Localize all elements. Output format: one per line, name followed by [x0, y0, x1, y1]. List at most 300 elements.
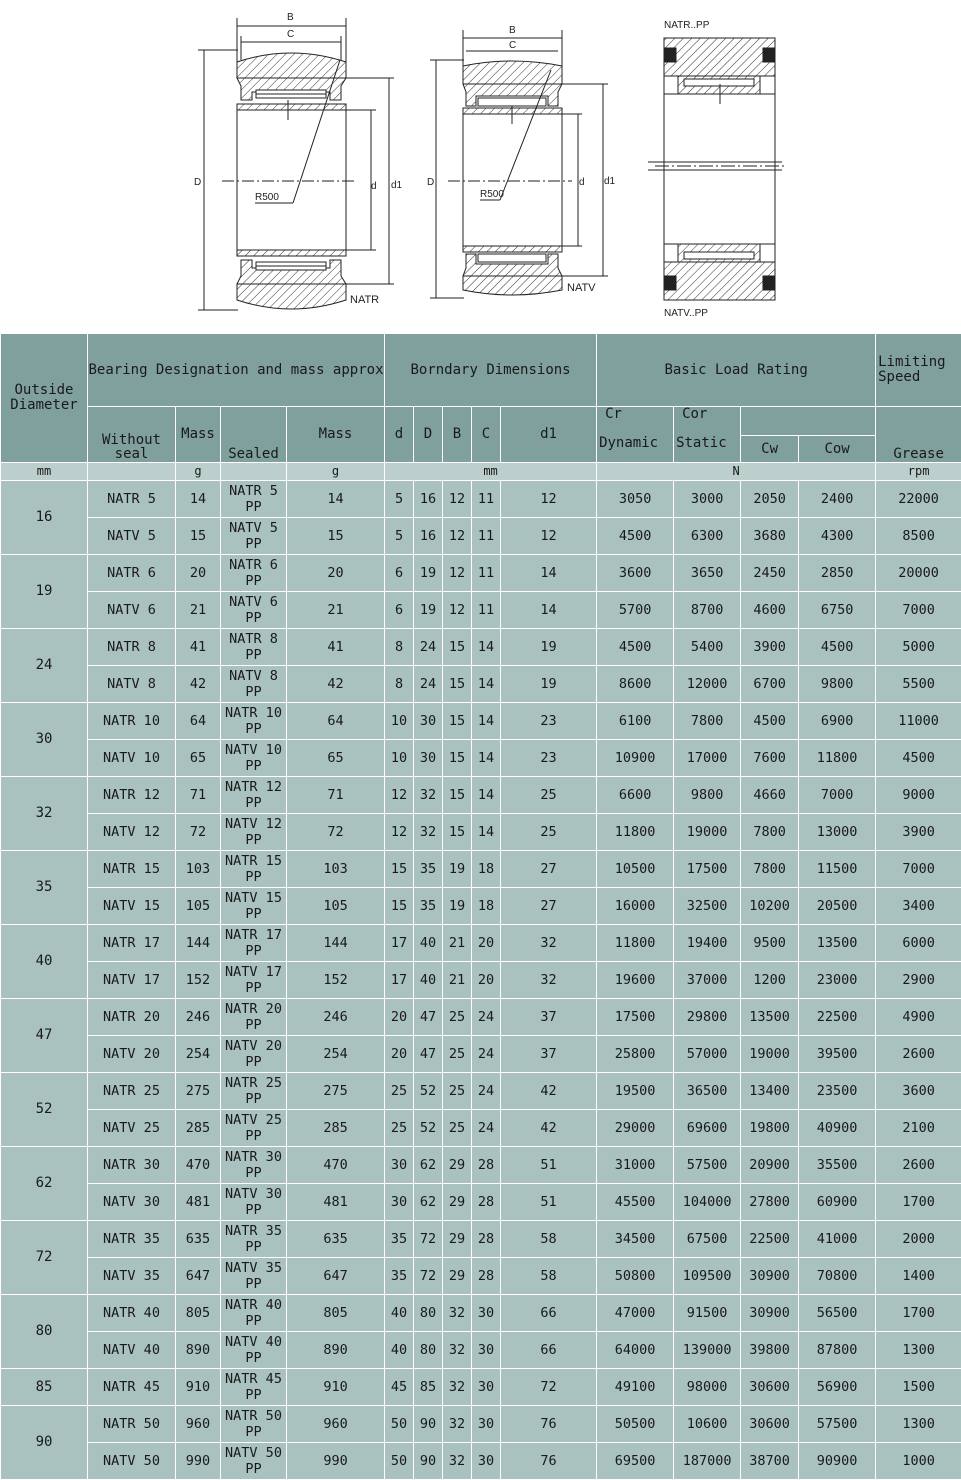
cell-cr-dynamic: 50800	[597, 1258, 674, 1295]
cell-cw: 4500	[741, 703, 799, 740]
cell-D: 16	[414, 518, 443, 555]
table-row	[1, 814, 961, 851]
cell-cr-dynamic: 6600	[597, 777, 674, 814]
cell-C: 30	[472, 1443, 501, 1480]
cell-cor-static: 3000	[674, 481, 741, 518]
table-row	[1, 518, 961, 555]
cell-cow: 35500	[799, 1147, 876, 1184]
cell-sealed-mass: 20	[287, 555, 385, 592]
cell-mass: 152	[176, 962, 221, 999]
cell-d: 25	[385, 1073, 414, 1110]
cell-cow: 56500	[799, 1295, 876, 1332]
cell-speed: 1700	[876, 1184, 961, 1221]
cell-mass: 71	[176, 777, 221, 814]
cell-cr-dynamic: 10500	[597, 851, 674, 888]
cell-designation: NATV 12	[88, 814, 176, 851]
cell-outside-diameter: 35	[1, 851, 88, 925]
cell-d1: 19	[501, 629, 597, 666]
cell-cr-dynamic: 11800	[597, 925, 674, 962]
cell-cw: 39800	[741, 1332, 799, 1369]
cell-designation: NATR 17	[88, 925, 176, 962]
cell-mass: 990	[176, 1443, 221, 1480]
cell-B: 15	[443, 777, 472, 814]
cell-cow: 40900	[799, 1110, 876, 1147]
cell-mass: 20	[176, 555, 221, 592]
cell-C: 11	[472, 481, 501, 518]
cell-d: 15	[385, 888, 414, 925]
cell-d1: 23	[501, 740, 597, 777]
cell-cw: 2050	[741, 481, 799, 518]
table-row	[1, 1036, 961, 1073]
cell-cr-dynamic: 64000	[597, 1332, 674, 1369]
cell-d: 6	[385, 555, 414, 592]
cell-cr-dynamic: 17500	[597, 999, 674, 1036]
cell-outside-diameter: 24	[1, 629, 88, 703]
cell-speed: 2600	[876, 1036, 961, 1073]
cell-outside-diameter: 32	[1, 777, 88, 851]
cell-d: 30	[385, 1147, 414, 1184]
natr-label-radius: R500	[255, 192, 279, 203]
cell-cor-static: 5400	[674, 629, 741, 666]
cell-sealed-designation: NATR 12 PP	[221, 777, 287, 814]
cell-cw: 20900	[741, 1147, 799, 1184]
natv-label-name: NATV	[567, 282, 596, 294]
cell-cow: 57500	[799, 1406, 876, 1443]
cell-cow: 90900	[799, 1443, 876, 1480]
cell-cw: 1200	[741, 962, 799, 999]
cell-cor-static: 91500	[674, 1295, 741, 1332]
cell-D: 85	[414, 1369, 443, 1406]
cell-D: 30	[414, 703, 443, 740]
cell-d1: 25	[501, 814, 597, 851]
cell-speed: 2900	[876, 962, 961, 999]
cell-outside-diameter: 80	[1, 1295, 88, 1369]
cell-d: 45	[385, 1369, 414, 1406]
cell-C: 20	[472, 925, 501, 962]
cell-sealed-designation: NATV 20 PP	[221, 1036, 287, 1073]
sealed-drawing	[648, 38, 785, 300]
natv-label-d: d	[579, 177, 585, 188]
cell-cr-dynamic: 3600	[597, 555, 674, 592]
cell-sealed-designation: NATV 15 PP	[221, 888, 287, 925]
cell-d: 20	[385, 1036, 414, 1073]
cell-d: 40	[385, 1332, 414, 1369]
cell-mass: 65	[176, 740, 221, 777]
cell-cow: 41000	[799, 1221, 876, 1258]
cell-sealed-designation: NATV 10 PP	[221, 740, 287, 777]
cell-D: 80	[414, 1332, 443, 1369]
cell-sealed-mass: 481	[287, 1184, 385, 1221]
cell-cr-dynamic: 5700	[597, 592, 674, 629]
cell-d1: 42	[501, 1073, 597, 1110]
cell-C: 24	[472, 1073, 501, 1110]
cell-sealed-designation: NATR 17 PP	[221, 925, 287, 962]
table-row	[1, 1332, 961, 1369]
cell-cw: 30600	[741, 1369, 799, 1406]
cell-d: 25	[385, 1110, 414, 1147]
cell-designation: NATV 17	[88, 962, 176, 999]
cell-designation: NATV 8	[88, 666, 176, 703]
cell-D: 32	[414, 814, 443, 851]
table-row	[1, 666, 961, 703]
cell-D: 47	[414, 999, 443, 1036]
cell-sealed-mass: 990	[287, 1443, 385, 1480]
cell-cw: 30900	[741, 1258, 799, 1295]
cell-speed: 1500	[876, 1369, 961, 1406]
cell-sealed-designation: NATR 35 PP	[221, 1221, 287, 1258]
cell-cw: 3900	[741, 629, 799, 666]
cell-cr-dynamic: 19600	[597, 962, 674, 999]
cell-sealed-designation: NATV 50 PP	[221, 1443, 287, 1480]
cell-cow: 2400	[799, 481, 876, 518]
cell-cow: 4500	[799, 629, 876, 666]
cell-d: 12	[385, 814, 414, 851]
cell-D: 72	[414, 1258, 443, 1295]
cell-d1: 23	[501, 703, 597, 740]
cell-D: 90	[414, 1443, 443, 1480]
cell-sealed-mass: 64	[287, 703, 385, 740]
cell-cr-dynamic: 6100	[597, 703, 674, 740]
cell-D: 90	[414, 1406, 443, 1443]
cell-designation: NATV 5	[88, 518, 176, 555]
cell-B: 29	[443, 1221, 472, 1258]
cell-d: 10	[385, 740, 414, 777]
natr-label-D: D	[194, 177, 202, 188]
cell-cw: 13500	[741, 999, 799, 1036]
cell-B: 21	[443, 925, 472, 962]
cell-sealed-mass: 635	[287, 1221, 385, 1258]
cell-mass: 275	[176, 1073, 221, 1110]
cell-d: 35	[385, 1258, 414, 1295]
cell-cor-static: 109500	[674, 1258, 741, 1295]
cell-sealed-mass: 910	[287, 1369, 385, 1406]
cell-D: 16	[414, 481, 443, 518]
header-cr	[597, 407, 674, 463]
cell-d1: 19	[501, 666, 597, 703]
cell-outside-diameter: 90	[1, 1406, 88, 1480]
cell-d1: 51	[501, 1147, 597, 1184]
cell-cow: 23000	[799, 962, 876, 999]
cell-B: 15	[443, 629, 472, 666]
table-row	[1, 777, 961, 814]
cell-cr-dynamic: 16000	[597, 888, 674, 925]
cell-C: 28	[472, 1184, 501, 1221]
cell-B: 21	[443, 962, 472, 999]
cell-sealed-designation: NATR 15 PP	[221, 851, 287, 888]
cell-speed: 1000	[876, 1443, 961, 1480]
cell-C: 14	[472, 629, 501, 666]
natr-drawing	[198, 18, 394, 310]
cell-cor-static: 57500	[674, 1147, 741, 1184]
cell-C: 11	[472, 518, 501, 555]
cell-d1: 37	[501, 1036, 597, 1073]
cell-B: 15	[443, 814, 472, 851]
cell-B: 19	[443, 888, 472, 925]
cell-d: 50	[385, 1443, 414, 1480]
cell-speed: 5000	[876, 629, 961, 666]
cell-speed: 8500	[876, 518, 961, 555]
cell-cw: 4660	[741, 777, 799, 814]
header-cr-label: Cr	[605, 406, 622, 422]
unit-dims: mm	[385, 463, 597, 481]
cell-B: 29	[443, 1258, 472, 1295]
cell-mass: 64	[176, 703, 221, 740]
cell-cow: 9800	[799, 666, 876, 703]
cell-cw: 6700	[741, 666, 799, 703]
cell-cow: 39500	[799, 1036, 876, 1073]
unit-od: mm	[1, 463, 88, 481]
header-sealed: Sealed	[221, 407, 287, 463]
cell-d1: 12	[501, 518, 597, 555]
cell-D: 30	[414, 740, 443, 777]
cell-cw: 19000	[741, 1036, 799, 1073]
cell-mass: 41	[176, 629, 221, 666]
cell-speed: 22000	[876, 481, 961, 518]
natv-drawing	[430, 30, 608, 298]
cell-speed: 1700	[876, 1295, 961, 1332]
cell-B: 15	[443, 740, 472, 777]
table-row	[1, 1406, 961, 1443]
cell-D: 72	[414, 1221, 443, 1258]
cell-designation: NATV 40	[88, 1332, 176, 1369]
cell-cw: 27800	[741, 1184, 799, 1221]
header-limiting-speed: Limiting Speed	[876, 334, 961, 407]
cell-speed: 3600	[876, 1073, 961, 1110]
cell-mass: 72	[176, 814, 221, 851]
cell-B: 29	[443, 1184, 472, 1221]
cell-speed: 2600	[876, 1147, 961, 1184]
cell-d1: 12	[501, 481, 597, 518]
cell-B: 12	[443, 518, 472, 555]
header-without-seal: Without seal	[88, 407, 176, 463]
cell-d1: 27	[501, 888, 597, 925]
cell-sealed-designation: NATR 50 PP	[221, 1406, 287, 1443]
unit-speed: rpm	[876, 463, 961, 481]
cell-cow: 2850	[799, 555, 876, 592]
cell-designation: NATV 6	[88, 592, 176, 629]
cell-cr-dynamic: 4500	[597, 518, 674, 555]
cell-speed: 7000	[876, 592, 961, 629]
cell-cw: 9500	[741, 925, 799, 962]
cell-B: 15	[443, 666, 472, 703]
cell-D: 35	[414, 888, 443, 925]
cell-d1: 37	[501, 999, 597, 1036]
cell-D: 62	[414, 1147, 443, 1184]
header-cow: Cow	[799, 436, 876, 463]
cell-D: 40	[414, 962, 443, 999]
cell-cor-static: 29800	[674, 999, 741, 1036]
cell-D: 62	[414, 1184, 443, 1221]
cell-cr-dynamic: 69500	[597, 1443, 674, 1480]
cell-C: 24	[472, 1110, 501, 1147]
cell-mass: 470	[176, 1147, 221, 1184]
cell-mass: 805	[176, 1295, 221, 1332]
cell-outside-diameter: 40	[1, 925, 88, 999]
cell-designation: NATV 35	[88, 1258, 176, 1295]
cell-B: 29	[443, 1147, 472, 1184]
header-d1: d1	[501, 407, 597, 463]
cell-cow: 13500	[799, 925, 876, 962]
cell-outside-diameter: 47	[1, 999, 88, 1073]
cell-mass: 15	[176, 518, 221, 555]
cell-sealed-mass: 254	[287, 1036, 385, 1073]
cell-cor-static: 3650	[674, 555, 741, 592]
cell-mass: 254	[176, 1036, 221, 1073]
cell-sealed-designation: NATV 30 PP	[221, 1184, 287, 1221]
cell-D: 24	[414, 629, 443, 666]
unit-blank-1	[88, 463, 176, 481]
header-designation: Bearing Designation and mass approx	[88, 334, 385, 407]
cell-D: 47	[414, 1036, 443, 1073]
natv-label-B: B	[509, 25, 516, 36]
cell-cw: 7600	[741, 740, 799, 777]
cell-d1: 14	[501, 592, 597, 629]
cell-d1: 72	[501, 1369, 597, 1406]
cell-B: 25	[443, 1036, 472, 1073]
cell-B: 15	[443, 703, 472, 740]
cell-cw: 30900	[741, 1295, 799, 1332]
cell-d: 10	[385, 703, 414, 740]
cell-cr-dynamic: 49100	[597, 1369, 674, 1406]
cell-sealed-mass: 41	[287, 629, 385, 666]
cell-speed: 1300	[876, 1406, 961, 1443]
cell-cr-dynamic: 25800	[597, 1036, 674, 1073]
cell-C: 14	[472, 777, 501, 814]
cell-cw: 19800	[741, 1110, 799, 1147]
cell-cor-static: 57000	[674, 1036, 741, 1073]
cell-designation: NATR 25	[88, 1073, 176, 1110]
cell-B: 19	[443, 851, 472, 888]
cell-sealed-designation: NATR 5 PP	[221, 481, 287, 518]
cell-speed: 11000	[876, 703, 961, 740]
cell-cr-dynamic: 45500	[597, 1184, 674, 1221]
cell-D: 24	[414, 666, 443, 703]
cell-cow: 11500	[799, 851, 876, 888]
cell-cow: 23500	[799, 1073, 876, 1110]
cell-outside-diameter: 52	[1, 1073, 88, 1147]
cell-d1: 58	[501, 1258, 597, 1295]
table-row	[1, 962, 961, 999]
cell-d: 6	[385, 592, 414, 629]
cell-cor-static: 9800	[674, 777, 741, 814]
cell-sealed-designation: NATR 20 PP	[221, 999, 287, 1036]
cell-outside-diameter: 16	[1, 481, 88, 555]
cell-B: 25	[443, 1110, 472, 1147]
cell-d1: 51	[501, 1184, 597, 1221]
cell-B: 25	[443, 999, 472, 1036]
cell-cor-static: 36500	[674, 1073, 741, 1110]
cell-d: 35	[385, 1221, 414, 1258]
table-row	[1, 888, 961, 925]
cell-sealed-designation: NATV 40 PP	[221, 1332, 287, 1369]
cell-sealed-mass: 805	[287, 1295, 385, 1332]
cell-cr-dynamic: 50500	[597, 1406, 674, 1443]
cell-outside-diameter: 19	[1, 555, 88, 629]
natr-label-B: B	[287, 12, 294, 23]
sealed-bottom-label: NATV..PP	[664, 308, 708, 319]
cell-d1: 42	[501, 1110, 597, 1147]
cell-sealed-designation: NATR 8 PP	[221, 629, 287, 666]
cell-C: 30	[472, 1295, 501, 1332]
cell-sealed-designation: NATR 40 PP	[221, 1295, 287, 1332]
cell-C: 24	[472, 1036, 501, 1073]
natv-label-radius: R500	[480, 189, 504, 200]
cell-d1: 58	[501, 1221, 597, 1258]
cell-sealed-mass: 21	[287, 592, 385, 629]
cell-cor-static: 7800	[674, 703, 741, 740]
cell-designation: NATV 15	[88, 888, 176, 925]
cell-designation: NATR 45	[88, 1369, 176, 1406]
cell-d1: 66	[501, 1332, 597, 1369]
cell-cow: 13000	[799, 814, 876, 851]
table-row	[1, 925, 961, 962]
cell-B: 32	[443, 1295, 472, 1332]
cell-sealed-mass: 246	[287, 999, 385, 1036]
cell-D: 32	[414, 777, 443, 814]
cell-d: 8	[385, 629, 414, 666]
header-mass-1: Mass	[176, 407, 221, 463]
cell-designation: NATV 20	[88, 1036, 176, 1073]
cell-C: 30	[472, 1369, 501, 1406]
cell-speed: 1300	[876, 1332, 961, 1369]
cell-speed: 9000	[876, 777, 961, 814]
cell-cow: 20500	[799, 888, 876, 925]
cell-d: 5	[385, 518, 414, 555]
cell-sealed-mass: 71	[287, 777, 385, 814]
cell-d: 5	[385, 481, 414, 518]
cell-D: 35	[414, 851, 443, 888]
cell-sealed-designation: NATV 5 PP	[221, 518, 287, 555]
cell-C: 30	[472, 1332, 501, 1369]
cell-d1: 32	[501, 962, 597, 999]
cell-C: 14	[472, 666, 501, 703]
cell-B: 32	[443, 1443, 472, 1480]
cell-C: 18	[472, 888, 501, 925]
header-cw-cow-spacer	[741, 407, 876, 436]
cell-sealed-mass: 890	[287, 1332, 385, 1369]
cell-mass: 890	[176, 1332, 221, 1369]
cell-cr-dynamic: 19500	[597, 1073, 674, 1110]
table-row	[1, 1369, 961, 1406]
cell-designation: NATR 50	[88, 1406, 176, 1443]
cell-cor-static: 187000	[674, 1443, 741, 1480]
cell-cor-static: 67500	[674, 1221, 741, 1258]
cell-d1: 14	[501, 555, 597, 592]
cell-cw: 38700	[741, 1443, 799, 1480]
cell-mass: 103	[176, 851, 221, 888]
cell-sealed-designation: NATV 12 PP	[221, 814, 287, 851]
header-outside-diameter: Outside Diameter	[1, 334, 88, 463]
cell-sealed-mass: 65	[287, 740, 385, 777]
cell-sealed-mass: 105	[287, 888, 385, 925]
cell-cor-static: 17000	[674, 740, 741, 777]
header-d: d	[385, 407, 414, 463]
cell-mass: 105	[176, 888, 221, 925]
header-mass-2: Mass	[287, 407, 385, 463]
cell-sealed-mass: 15	[287, 518, 385, 555]
natv-label-d1: d1	[604, 176, 616, 187]
cell-cow: 22500	[799, 999, 876, 1036]
cell-cow: 70800	[799, 1258, 876, 1295]
cell-sealed-mass: 103	[287, 851, 385, 888]
cell-cow: 87800	[799, 1332, 876, 1369]
cell-cor-static: 98000	[674, 1369, 741, 1406]
cell-cw: 4600	[741, 592, 799, 629]
drawings-svg	[0, 0, 961, 333]
cell-cow: 4300	[799, 518, 876, 555]
cell-d: 20	[385, 999, 414, 1036]
unit-blank-2	[221, 463, 287, 481]
